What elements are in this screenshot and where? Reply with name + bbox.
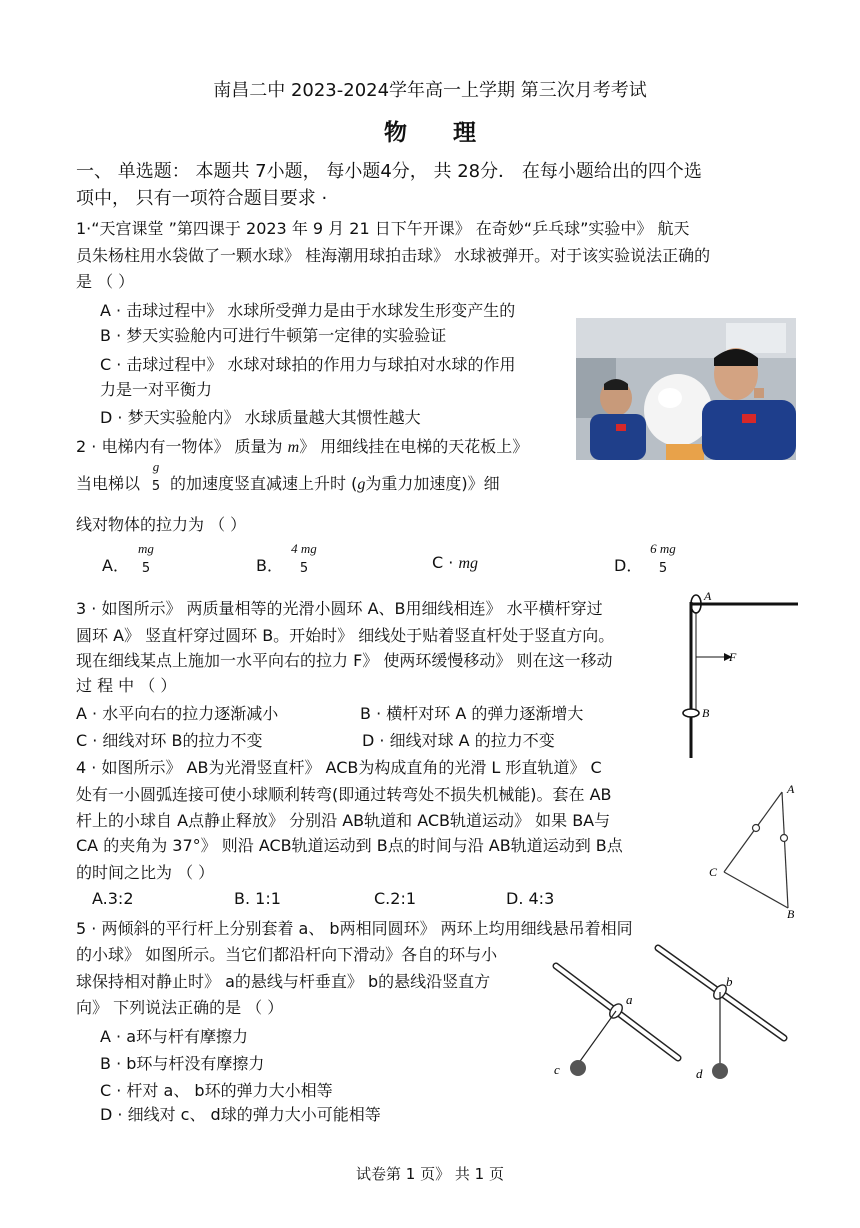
exam-title: 南昌二中 2023-2024学年高一上学期 第三次月考考试	[213, 80, 647, 101]
q5-ball-c	[570, 1060, 586, 1076]
q3-stem-line-1: 3 · 如图所示》 两质量相等的光滑小圆环 A、B用细线相连》 水平横杆穿过	[76, 599, 603, 618]
q2-a-num: mg	[138, 541, 154, 556]
q5-option-d: D · 细线对 c、 d球的弹力大小可能相等	[100, 1105, 381, 1124]
q2-c-val: mg	[458, 555, 478, 572]
q2-stem-line-1	[76, 434, 528, 457]
q2-stem-line-2	[170, 471, 500, 494]
astronaut-illustration	[576, 318, 796, 460]
q1-stem-line-2: 员朱杨柱用水袋做了一颗水球》 桂海潮用球拍击球》 水球被弹开。对于该实验说法正确的	[76, 246, 711, 265]
q5-label-a: a	[626, 992, 633, 1007]
q5-option-b: B · b环与杆没有摩擦力	[100, 1054, 265, 1073]
q1-option-a: A · 击球过程中》 水球所受弹力是由于水球发生形变产生的	[100, 301, 516, 320]
q2-option-b-label: B．	[256, 556, 283, 575]
q2-line1-post: 》 用细线挂在电梯的天花板上》	[299, 437, 529, 456]
q3-option-c: C · 细线对环 B的拉力不变	[76, 731, 263, 750]
q2-option-c	[432, 553, 478, 573]
q2-line2-pre: 当电梯以	[76, 474, 141, 493]
q3-label-a: A	[704, 589, 712, 603]
q2-fraction-g-over-5	[146, 459, 166, 495]
q1-stem-line-3: 是 （ ）	[76, 272, 135, 291]
q3-label-b: B	[702, 706, 710, 720]
q1-option-c-line-2: 力是一对平衡力	[100, 380, 213, 399]
q4-stem-line-1: 4 · 如图所示》 AB为光滑竖直杆》 ACB为构成直角的光滑 L 形直轨道》 C	[76, 758, 602, 777]
q5-option-a: A · a环与杆有摩擦力	[100, 1027, 249, 1046]
q4-rod-ab	[782, 792, 788, 908]
section-line-1: 一、 单选题： 本题共 7小题， 每小题4分， 共 28分． 在每小题给出的四个选	[76, 161, 702, 182]
q2-option-b-fraction	[284, 541, 324, 577]
q5-string-a	[578, 1011, 616, 1064]
q4-label-c: C	[709, 865, 718, 879]
q3-option-d: D · 细线对球 A 的拉力不变	[362, 731, 555, 750]
q2-line2-post: 为重力加速度)》细	[365, 474, 500, 493]
q2-a-den: 5	[141, 561, 151, 576]
q1-option-d: D · 梦天实验舱内》 水球质量越大其惯性越大	[100, 408, 421, 427]
q3-ring-b	[683, 709, 699, 717]
q4-stem-line-5: 的时间之比为 （ ）	[76, 863, 215, 882]
q5-stem-line-1: 5 · 两倾斜的平行杆上分别套着 a、 b两相同圆环》 两环上均用细线悬吊着相同	[76, 919, 633, 938]
q2-option-a-label: A．	[102, 556, 129, 575]
q2-frac-den: 5	[151, 479, 161, 494]
q4-option-c: C.2:1	[374, 889, 417, 908]
q2-b-num: 4 mg	[291, 541, 317, 556]
q1-stem-line-1: 1·“天宫课堂 ”第四课于 2023 年 9 月 21 日下午开课》 在奇妙“乒乓球”实验中》 航天	[76, 219, 690, 238]
q2-b-den: 5	[299, 561, 309, 576]
q3-option-b: B · 横杆对环 A 的弹力逐渐增大	[360, 704, 584, 723]
q4-ball-on-ac	[753, 825, 760, 832]
q2-var-m: m	[287, 439, 300, 456]
q2-option-d-fraction	[642, 541, 684, 577]
q4-track-diagram	[704, 780, 804, 920]
q3-stem-line-3: 现在细线某点上施加一水平向右的拉力 F》 使两环缓慢移动》 则在这一移动	[76, 651, 613, 670]
q5-label-b: b	[726, 974, 733, 989]
q5-option-c: C · 杆对 a、 b环的弹力大小相等	[100, 1081, 333, 1100]
q4-track-ac	[724, 792, 782, 872]
q3-ring-rod-diagram	[676, 586, 804, 762]
q2-d-num: 6 mg	[650, 541, 676, 556]
q5-stem-line-3: 球保持相对静止时》 a的悬线与杆垂直》 b的悬线沿竖直方	[76, 972, 491, 991]
q1-option-b: B · 梦天实验舱内可进行牛顿第一定律的实验验证	[100, 326, 447, 345]
page-footer: 试卷第 1 页》 共 1 页	[356, 1165, 504, 1183]
q4-stem-line-3: 杆上的小球自 A点静止释放》 分别沿 AB轨道和 ACB轨道运动》 如果 BA与	[76, 811, 611, 830]
q3-stem-line-2: 圆环 A》 竖直杆穿过圆环 B。开始时》 细线处于贴着竖直杆处于竖直方向。	[76, 626, 615, 645]
q3-label-f: F	[729, 650, 737, 664]
q2-var-g: g	[357, 476, 366, 493]
q4-label-b: B	[787, 907, 795, 920]
q4-track-cb	[724, 872, 788, 908]
q3-stem-line-4: 过 程 中 （ ）	[76, 676, 177, 695]
q2-d-den: 5	[658, 561, 668, 576]
q4-stem-line-4: CA 的夹角为 37°》 则沿 ACB轨道运动到 B点的时间与沿 AB轨道运动到 B点	[76, 836, 623, 855]
q2-stem-line-3: 线对物体的拉力为 （ ）	[76, 515, 247, 534]
q5-inclined-rods-diagram	[548, 940, 794, 1090]
q2-line2-mid: 的加速度竖直减速上升时 (	[170, 474, 358, 493]
q5-label-c: c	[554, 1062, 560, 1077]
q4-label-a: A	[787, 782, 795, 796]
astronaut-photo	[576, 318, 796, 460]
q5-ball-d	[712, 1063, 728, 1079]
q2-c-label: C ·	[432, 553, 459, 572]
q1-option-c-line-1: C · 击球过程中》 水球对球拍的作用力与球拍对水球的作用	[100, 355, 516, 374]
q2-option-a-fraction	[131, 541, 161, 577]
q2-line1-pre: 2 · 电梯内有一物体》 质量为	[76, 437, 288, 456]
q4-stem-line-2: 处有一小圆弧连接可使小球顺利转弯(即通过转弯处不损失机械能)。套在 AB	[76, 785, 612, 804]
section-line-2: 项中， 只有一项符合题目要求 ·	[76, 188, 328, 209]
q4-option-a: A.3:2	[92, 889, 134, 908]
q5-label-d: d	[696, 1066, 703, 1081]
q3-option-a: A · 水平向右的拉力逐渐减小	[76, 704, 279, 723]
q5-stem-line-2: 的小球》 如图所示。当它们都沿杆向下滑动》各自的环与小	[76, 945, 498, 964]
q2-option-d-label: D．	[614, 556, 643, 575]
subject-title: 物 理	[384, 120, 476, 146]
q5-stem-line-4: 向》 下列说法正确的是 （ ）	[76, 998, 284, 1017]
q4-option-b: B. 1:1	[234, 889, 281, 908]
q4-ball-on-ab	[781, 835, 788, 842]
q4-option-d: D. 4:3	[506, 889, 555, 908]
q2-frac-num: g	[152, 459, 160, 474]
